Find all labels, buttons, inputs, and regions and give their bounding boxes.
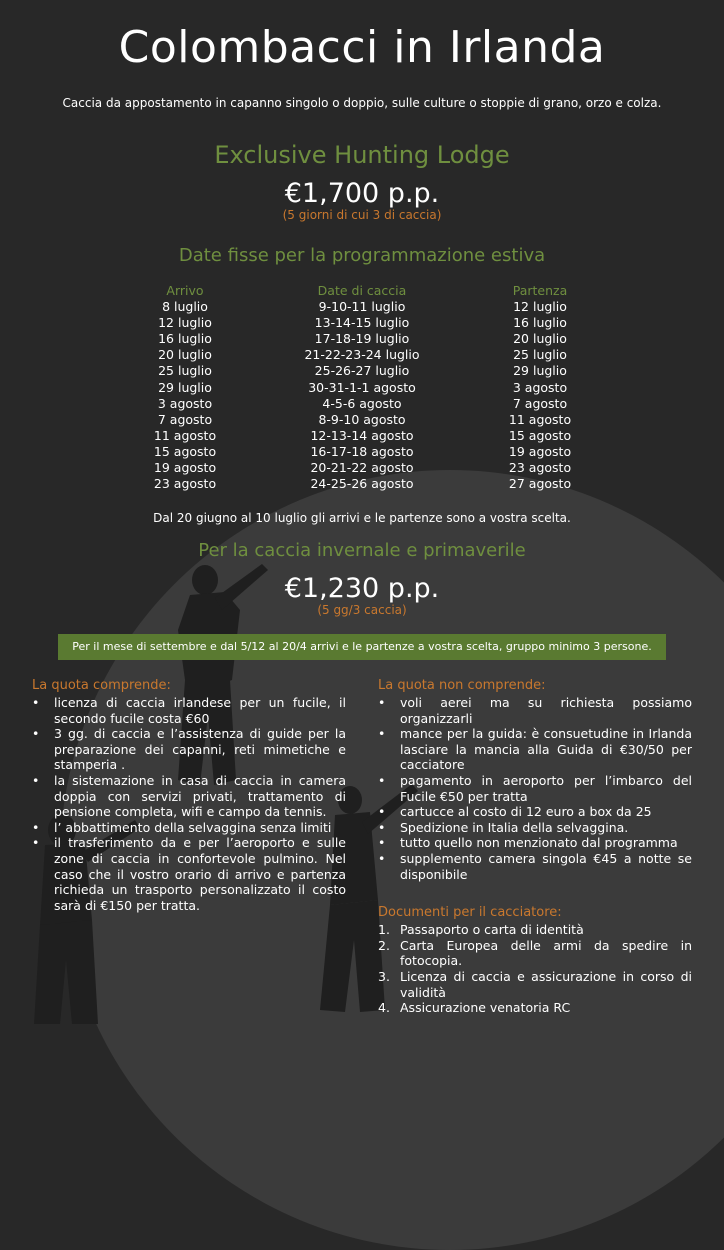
arrivo-column	[125, 283, 245, 492]
item-number: 1.	[378, 922, 390, 938]
list-item: • il trasferimento da e per l’aeroporto e sulle zone di caccia in confortevole pulmino. Nel caso che il vostro orario di arrivo e partenza richieda un trasporto personalizzato il costo sarà di €150 per tratta.	[32, 835, 346, 913]
page-title: Colombacci in Irlanda	[118, 22, 606, 73]
date-caccia-cell: 17-18-19 luglio	[314, 331, 410, 347]
winter-price-note: (5 gg/3 caccia)	[317, 603, 407, 617]
partenza-column	[480, 283, 600, 492]
list-item-text: Licenza di caccia e assicurazione in corso di validità	[400, 968, 692, 1000]
item-number: 3.	[378, 968, 390, 984]
date-caccia-column	[292, 283, 432, 492]
list-item: • tutto quello non menzionato dal programma	[378, 835, 692, 851]
arrivo-cell: 20 luglio	[158, 347, 212, 363]
date-caccia-cell: 24-25-26 agosto	[310, 476, 414, 492]
arrivo-cell: 23 agosto	[153, 476, 217, 492]
list-item	[378, 922, 692, 938]
partenza-cell: 7 agosto	[512, 395, 568, 411]
arrivo-cell: 7 agosto	[157, 411, 213, 427]
documents-section	[378, 905, 692, 1016]
documents-title: Documenti per il cacciatore:	[378, 905, 562, 921]
date-caccia-cell: 4-5-6 agosto	[322, 395, 402, 411]
winter-price: €1,230 p.p.	[284, 573, 440, 604]
list-item-text: Assicurazione venatoria RC	[400, 1000, 571, 1016]
list-item: • l’ abbattimento della selvaggina senza limiti	[32, 820, 346, 836]
list-item: • licenza di caccia irlandese per un fucile, il secondo fucile costa €60	[32, 695, 346, 726]
lodge-price: €1,700 p.p.	[284, 178, 440, 209]
date-caccia-cell: 12-13-14 agosto	[310, 427, 414, 443]
lodge-price-note: (5 giorni di cui 3 di caccia)	[282, 208, 442, 222]
list-item-text: Carta Europea delle armi da spedire in fotocopia.	[400, 937, 692, 969]
partenza-cell: 25 luglio	[513, 347, 567, 363]
summer-dates-heading: Date fisse per la programmazione estiva	[178, 245, 546, 266]
date-caccia-cell: 16-17-18 agosto	[310, 443, 414, 459]
summer-free-dates-note: Dal 20 giugno al 10 luglio gli arrivi e le partenze sono a vostra scelta.	[153, 511, 571, 525]
partenza-cell: 29 luglio	[513, 363, 567, 379]
list-item: • Spedizione in Italia della selvaggina.	[378, 820, 692, 836]
winter-info-banner: Per il mese di settembre e dal 5/12 al 20/4 arrivi e le partenze a vostra scelta, gruppo minimo 3 persone.	[58, 634, 666, 660]
item-number: 2.	[378, 937, 390, 953]
documents-list	[378, 922, 692, 1016]
arrivo-cell: 11 agosto	[153, 427, 217, 443]
arrivo-cell: 8 luglio	[162, 299, 208, 315]
included-list	[32, 695, 346, 913]
lodge-heading: Exclusive Hunting Lodge	[214, 141, 510, 169]
list-item-text: Passaporto o carta di identità	[400, 922, 584, 938]
list-item: • mance per la guida: è consuetudine in Irlanda lasciare la mancia alla Guida di €30/50 per cacciatore	[378, 726, 692, 773]
list-item: • voli aerei ma su richiesta possiamo organizzarli	[378, 695, 692, 726]
arrivo-cell: 16 luglio	[158, 331, 212, 347]
page-subtitle: Caccia da appostamento in capanno singolo o doppio, sulle culture o stoppie di grano, orzo e colza.	[62, 96, 662, 110]
date-caccia-cell: 13-14-15 luglio	[314, 315, 410, 331]
list-item	[378, 1000, 692, 1016]
partenza-cell: 12 luglio	[513, 299, 567, 315]
list-item	[378, 938, 692, 969]
partenza-cell: 20 luglio	[513, 331, 567, 347]
winter-heading: Per la caccia invernale e primaverile	[198, 540, 526, 561]
date-caccia-cell: 21-22-23-24 luglio	[304, 347, 420, 363]
not-included-section	[378, 678, 692, 1016]
not-included-title: La quota non comprende:	[378, 678, 546, 693]
date-caccia-cell: 9-10-11 luglio	[318, 299, 406, 315]
not-included-list	[378, 695, 692, 882]
date-caccia-cell: 30-31-1-1 agosto	[308, 379, 416, 395]
list-item: • 3 gg. di caccia e l’assistenza di guide per la preparazione dei capanni, reti mimetiche e stamperia .	[32, 726, 346, 773]
partenza-cell: 19 agosto	[508, 443, 572, 459]
item-number: 4.	[378, 1000, 390, 1016]
arrivo-cell: 15 agosto	[153, 443, 217, 459]
list-item: • pagamento in aeroporto per l’imbarco del Fucile €50 per tratta	[378, 773, 692, 804]
arrivo-cell: 25 luglio	[158, 363, 212, 379]
included-section	[32, 678, 346, 913]
date-caccia-column-header: Date di caccia	[317, 283, 407, 298]
partenza-cell: 15 agosto	[508, 427, 572, 443]
arrivo-cell: 3 agosto	[157, 395, 213, 411]
partenza-cell: 11 agosto	[508, 411, 572, 427]
list-item: • la sistemazione in casa di caccia in camera doppia con servizi privati, trattamento di pensione completa, wifi e campo da tennis.	[32, 773, 346, 820]
arrivo-cell: 12 luglio	[158, 315, 212, 331]
date-caccia-cell: 8-9-10 agosto	[318, 411, 406, 427]
arrivo-cell: 19 agosto	[153, 460, 217, 476]
partenza-cell: 16 luglio	[513, 315, 567, 331]
arrivo-column-header: Arrivo	[166, 283, 204, 298]
included-title: La quota comprende:	[32, 678, 171, 693]
partenza-cell: 27 agosto	[508, 476, 572, 492]
list-item: • supplemento camera singola €45 a notte se disponibile	[378, 851, 692, 882]
list-item	[378, 969, 692, 1000]
list-item: • cartucce al costo di 12 euro a box da 25	[378, 804, 692, 820]
date-caccia-cell: 25-26-27 luglio	[314, 363, 410, 379]
partenza-cell: 3 agosto	[512, 379, 568, 395]
partenza-column-header: Partenza	[512, 283, 568, 298]
arrivo-cell: 29 luglio	[158, 379, 212, 395]
partenza-cell: 23 agosto	[508, 460, 572, 476]
date-caccia-cell: 20-21-22 agosto	[310, 460, 414, 476]
